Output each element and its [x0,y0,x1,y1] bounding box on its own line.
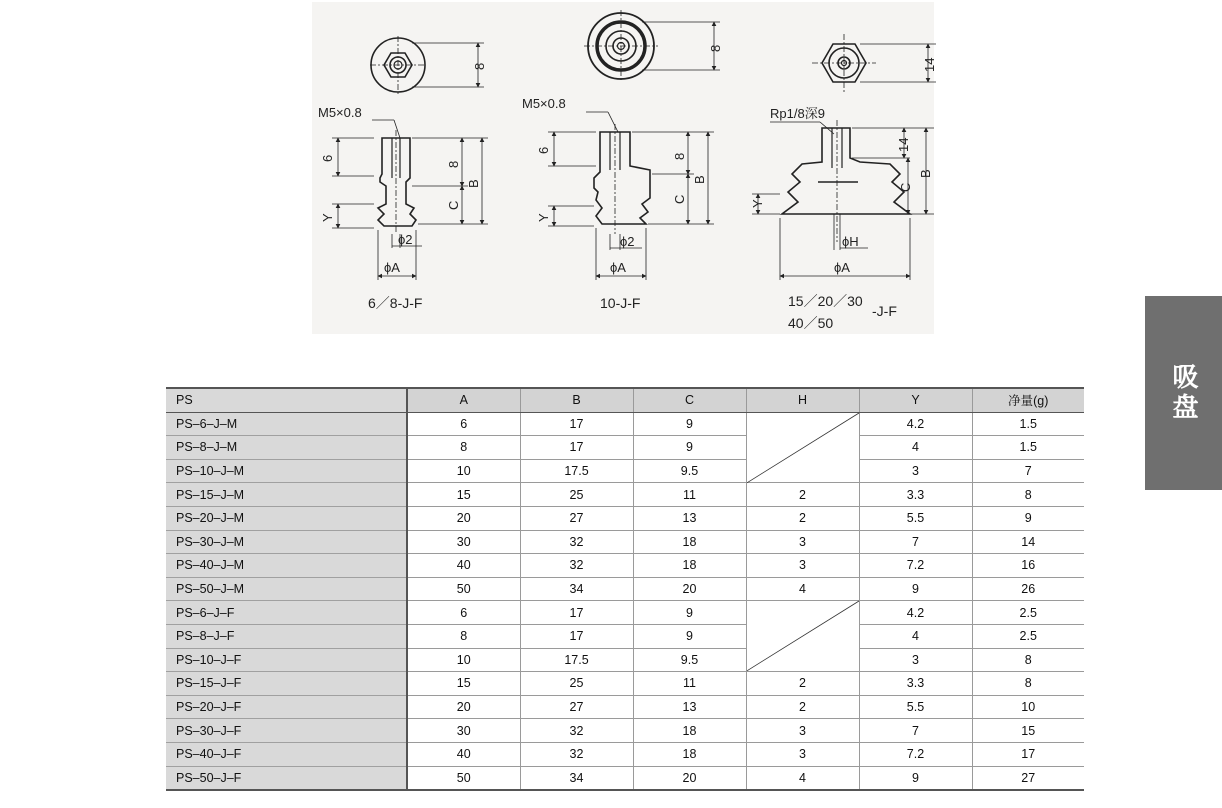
cell-b: 17 [520,412,633,436]
fig1-dim-6: 6 [320,154,335,162]
fig2-dim-b: B [692,175,707,184]
cell-c: 13 [633,695,746,719]
fig3-dim-phih: ϕH [842,234,859,249]
cell-h: 2 [746,695,859,719]
cell-y: 7.2 [859,742,972,766]
cell-h: 3 [746,742,859,766]
cell-weight: 1.5 [972,436,1084,460]
cell-h: 4 [746,577,859,601]
cell-y: 4.2 [859,412,972,436]
cell-c: 13 [633,506,746,530]
header-ps: PS [166,388,407,412]
fig1-dim-b: B [466,179,481,188]
cell-h: 2 [746,506,859,530]
cell-a: 50 [407,766,520,790]
cell-b: 32 [520,719,633,743]
fig1-top-view [370,36,484,94]
table-row [166,672,1084,696]
fig2-top-view [584,10,720,82]
table-row [166,719,1084,743]
cell-y: 3 [859,459,972,483]
fig1-top-dim: 8 [472,62,487,70]
cell-weight: 16 [972,554,1084,578]
table-row [166,648,1084,672]
fig3-top-view [812,34,936,92]
cell-a: 50 [407,577,520,601]
cell-y: 7.2 [859,554,972,578]
cell-model: PS–15–J–M [166,483,407,507]
cell-h [746,601,859,672]
cell-c: 18 [633,742,746,766]
cell-model: PS–8–J–F [166,624,407,648]
fig1-side-view [332,120,488,280]
fig3-caption-line2: 40／50 [788,315,834,331]
fig3-dim-c: C [898,182,913,192]
fig1-dim-c: C [446,200,461,210]
cell-y: 3.3 [859,483,972,507]
header-b: B [520,388,633,412]
cell-h [746,412,859,483]
cell-model: PS–30–J–M [166,530,407,554]
cell-weight: 8 [972,648,1084,672]
cell-a: 10 [407,648,520,672]
cell-weight: 9 [972,506,1084,530]
cell-b: 32 [520,554,633,578]
cell-c: 9 [633,624,746,648]
fig2-caption: 10-J-F [600,295,641,311]
header-h: H [746,388,859,412]
cell-model: PS–6–J–M [166,412,407,436]
cell-b: 17 [520,601,633,625]
cell-a: 6 [407,412,520,436]
cell-b: 17 [520,436,633,460]
cell-c: 11 [633,672,746,696]
cell-weight: 8 [972,672,1084,696]
fig3-dim-b: B [918,169,933,178]
cell-h: 3 [746,719,859,743]
cell-h: 4 [746,766,859,790]
side-category-tab[interactable] [1145,296,1222,490]
cell-weight: 17 [972,742,1084,766]
table-row [166,436,1084,460]
fig2-side-view [548,112,714,280]
cell-weight: 10 [972,695,1084,719]
table-row [166,601,1084,625]
cell-weight: 1.5 [972,412,1084,436]
fig2-dim-c: C [672,194,687,204]
cell-model: PS–50–J–F [166,766,407,790]
fig2-dim-phia: ϕA [610,260,626,275]
cell-c: 9 [633,601,746,625]
cell-b: 34 [520,577,633,601]
cell-model: PS–30–J–F [166,719,407,743]
fig3-dim-y: Y [750,199,765,208]
cell-y: 7 [859,530,972,554]
fig3-caption-line1: 15／20／30 [788,293,863,309]
cell-b: 34 [520,766,633,790]
cell-y: 4 [859,436,972,460]
cell-weight: 15 [972,719,1084,743]
fig2-dim-6: 6 [536,146,551,154]
table-row [166,742,1084,766]
table-row [166,577,1084,601]
cell-model: PS–6–J–F [166,601,407,625]
table-row [166,766,1084,790]
table-row [166,506,1084,530]
header-y: Y [859,388,972,412]
fig2-dim-8: 8 [672,152,687,160]
cell-a: 8 [407,436,520,460]
table-row [166,530,1084,554]
cell-model: PS–40–J–M [166,554,407,578]
cell-model: PS–40–J–F [166,742,407,766]
header-a: A [407,388,520,412]
cell-b: 32 [520,742,633,766]
header-weight: 净量(g) [972,388,1084,412]
fig1-dim-phia: ϕA [384,260,400,275]
cell-y: 5.5 [859,506,972,530]
cell-model: PS–10–J–F [166,648,407,672]
cell-c: 18 [633,530,746,554]
cell-c: 20 [633,577,746,601]
cell-a: 40 [407,742,520,766]
fig2-top-dim: 8 [708,44,723,52]
cell-a: 20 [407,506,520,530]
cell-a: 30 [407,719,520,743]
cell-h: 3 [746,554,859,578]
cell-weight: 7 [972,459,1084,483]
fig1-caption: 6／8-J-F [368,295,423,311]
fig3-dim-phia: ϕA [834,260,850,275]
cell-weight: 14 [972,530,1084,554]
side-tab-label: 吸盘 [1168,363,1198,423]
table-row [166,412,1084,436]
cell-b: 27 [520,695,633,719]
table-header-row [166,388,1084,412]
cell-a: 8 [407,624,520,648]
cell-y: 5.5 [859,695,972,719]
cell-model: PS–10–J–M [166,459,407,483]
fig3-dim-14: 14 [896,137,911,152]
cell-weight: 8 [972,483,1084,507]
spec-table [166,387,1084,791]
table-row [166,695,1084,719]
cell-weight: 27 [972,766,1084,790]
cell-h: 2 [746,672,859,696]
cell-weight: 2.5 [972,624,1084,648]
cell-a: 10 [407,459,520,483]
cell-weight: 2.5 [972,601,1084,625]
cell-a: 20 [407,695,520,719]
technical-drawings [312,2,937,334]
table-row [166,554,1084,578]
cell-a: 30 [407,530,520,554]
fig2-dim-phi2: ϕ2 [620,234,635,249]
cell-y: 9 [859,766,972,790]
table-row [166,624,1084,648]
cell-h: 2 [746,483,859,507]
cell-a: 15 [407,672,520,696]
fig1-thread-label: M5×0.8 [318,105,362,120]
fig1-dim-y: Y [320,213,335,222]
header-c: C [633,388,746,412]
cell-y: 9 [859,577,972,601]
table-row [166,483,1084,507]
cell-a: 15 [407,483,520,507]
cell-model: PS–8–J–M [166,436,407,460]
cell-y: 3.3 [859,672,972,696]
fig1-dim-phi2: ϕ2 [398,232,413,247]
cell-y: 3 [859,648,972,672]
cell-b: 25 [520,672,633,696]
cell-c: 11 [633,483,746,507]
fig2-thread-label: M5×0.8 [522,96,566,111]
not-applicable-diagonal [747,601,859,671]
not-applicable-diagonal [747,413,859,483]
cell-h: 3 [746,530,859,554]
cell-weight: 26 [972,577,1084,601]
cell-b: 27 [520,506,633,530]
cell-c: 20 [633,766,746,790]
cell-a: 6 [407,601,520,625]
cell-model: PS–20–J–F [166,695,407,719]
cell-a: 40 [407,554,520,578]
fig3-top-dim: 14 [922,57,937,72]
cell-c: 18 [633,719,746,743]
cell-b: 17.5 [520,459,633,483]
cell-y: 7 [859,719,972,743]
fig3-thread-label: Rp1/8深9 [770,106,825,121]
cell-b: 17.5 [520,648,633,672]
table-row [166,459,1084,483]
cell-c: 9 [633,412,746,436]
cell-b: 32 [520,530,633,554]
fig3-caption-suffix: -J-F [872,303,897,319]
cell-b: 17 [520,624,633,648]
fig2-dim-y: Y [536,213,551,222]
drawings-svg [312,2,937,334]
cell-c: 9.5 [633,648,746,672]
cell-y: 4.2 [859,601,972,625]
cell-model: PS–15–J–F [166,672,407,696]
cell-c: 18 [633,554,746,578]
cell-model: PS–50–J–M [166,577,407,601]
cell-c: 9.5 [633,459,746,483]
cell-b: 25 [520,483,633,507]
cell-y: 4 [859,624,972,648]
fig1-dim-8: 8 [446,160,461,168]
cell-c: 9 [633,436,746,460]
cell-model: PS–20–J–M [166,506,407,530]
